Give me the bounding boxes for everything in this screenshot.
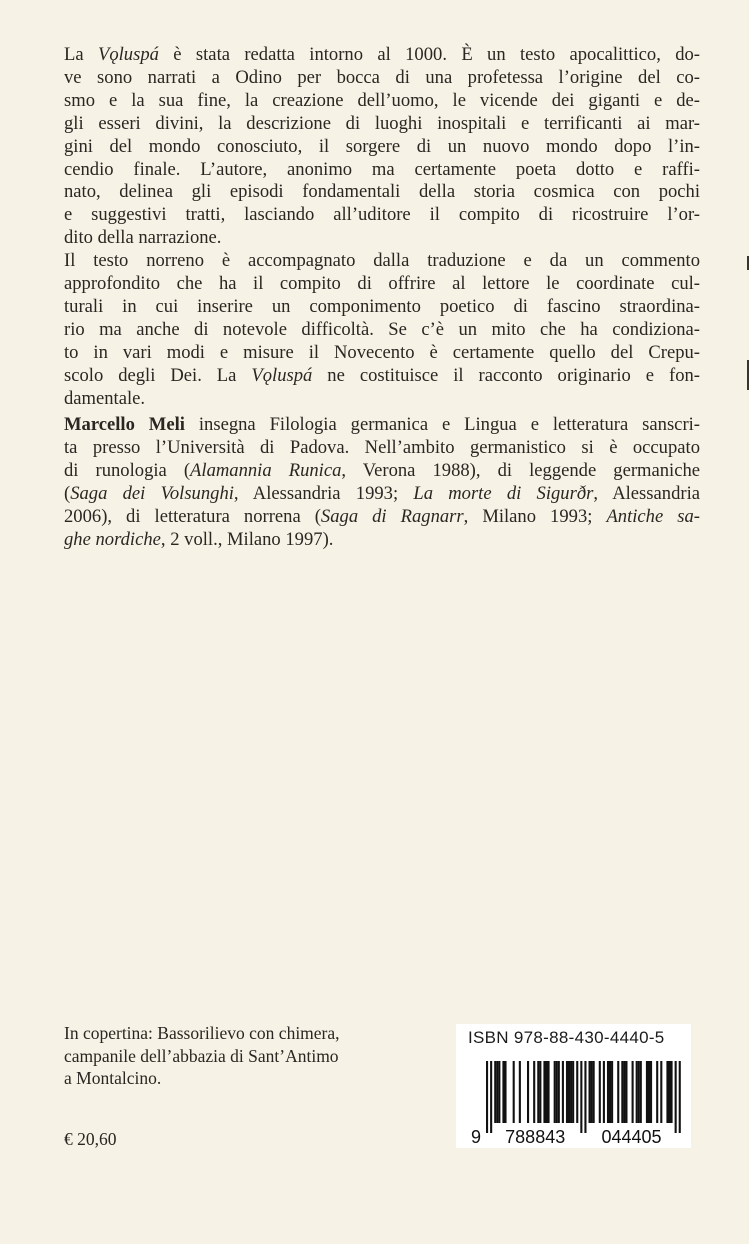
barcode-bar <box>675 1061 677 1133</box>
book-blurb <box>64 44 700 411</box>
barcode-bar <box>519 1061 521 1123</box>
author-bio-line: ta presso l’Università di Padova. Nell’ambito germanistico si è occupato <box>64 436 700 458</box>
isbn-barcode-box <box>456 1024 691 1148</box>
barcode-bar <box>593 1061 595 1123</box>
author-bio-line: (Saga dei Volsunghi, Alessandria 1993; La morte di Sigurðr, Alessandria <box>64 482 700 504</box>
barcode-bar <box>599 1061 601 1123</box>
blurb-line: approfondito che ha il compito di offrire al lettore le coordinate cul- <box>64 273 700 295</box>
blurb-line: La Vǫluspá è stata redatta intorno al 1000. È un testo apocalittico, do- <box>64 44 700 65</box>
barcode-bar <box>632 1061 634 1123</box>
blurb-line: damentale. <box>64 387 146 409</box>
blurb-line: smo e la sua fine, la creazione dell’uomo, le vicende dei giganti e de- <box>64 89 700 111</box>
barcode-digits: 788843 <box>505 1127 566 1147</box>
italic-title: Saga dei Volsunghi <box>70 482 234 504</box>
author-bio <box>64 414 700 551</box>
barcode-bar <box>568 1061 570 1123</box>
blurb-line: to in vari modi e misure il Novecento è certamente quello del Crepu- <box>64 341 700 363</box>
barcode-bar <box>679 1061 681 1133</box>
italic-title: Alamannia Runica <box>190 459 342 481</box>
barcode-digits: 044405 <box>601 1127 662 1147</box>
barcode-bar <box>490 1061 492 1133</box>
author-bio-line: ghe nordiche, 2 voll., Milano 1997). <box>64 528 334 550</box>
barcode-bar <box>502 1061 504 1123</box>
barcode-bar <box>556 1061 558 1123</box>
cover-credit-line: In copertina: Bassorilievo con chimera, <box>64 1023 340 1043</box>
barcode-bar <box>666 1061 668 1123</box>
italic-title: Saga di Ragnarr <box>320 505 464 527</box>
barcode-bar <box>558 1061 560 1123</box>
barcode-bar <box>589 1061 591 1123</box>
author-bio-line: di runologia (Alamannia Runica, Verona 1988), di leggende germaniche <box>64 459 700 481</box>
blurb-line: gli esseri divini, la descrizione di luoghi inospitali e terrificanti ai mar- <box>64 112 700 134</box>
barcode-bar <box>607 1061 609 1123</box>
barcode-bar <box>504 1061 506 1123</box>
barcode-bar <box>548 1061 550 1123</box>
barcode-bar <box>584 1061 586 1133</box>
barcode-bar <box>650 1061 652 1123</box>
barcode-bar <box>572 1061 574 1123</box>
barcode-bar <box>494 1061 496 1123</box>
barcode-digits: 9 <box>470 1127 482 1147</box>
barcode-bar <box>648 1061 650 1123</box>
barcode-bar <box>603 1061 605 1123</box>
blurb-line: e suggestivi tratti, lasciando all’uditore il compito di ricostruire l’or- <box>64 204 700 226</box>
barcode-bar <box>609 1061 611 1123</box>
price-label: € 20,60 <box>64 1129 117 1149</box>
italic-title: Vǫluspá <box>251 364 313 386</box>
cover-credit-line: campanile dell’abbazia di Sant’Antimo <box>64 1045 339 1066</box>
blurb-line: cendio finale. L’autore, anonimo ma certamente poeta dotto e raffi- <box>64 158 700 180</box>
barcode-bar <box>537 1061 539 1123</box>
barcode-bar <box>486 1061 488 1133</box>
barcode-bar <box>539 1061 541 1123</box>
barcode-bar <box>545 1061 547 1123</box>
barcode-bar <box>621 1061 623 1123</box>
barcode-bar <box>617 1061 619 1123</box>
barcode-bar <box>646 1061 648 1123</box>
italic-title: ghe nordiche <box>64 528 161 550</box>
barcode-bar <box>625 1061 627 1123</box>
blurb-line: nato, delinea gli episodi fondamentali della storia cosmica con pochi <box>64 181 700 203</box>
isbn-label: ISBN 978-88-430-4440-5 <box>468 1028 665 1047</box>
barcode-bar <box>496 1061 498 1123</box>
barcode-bar <box>611 1061 613 1123</box>
barcode-bar <box>656 1061 658 1123</box>
barcode-bar <box>640 1061 642 1123</box>
barcode-bar <box>533 1061 535 1123</box>
blurb-line: dito della narrazione. <box>64 227 222 249</box>
blurb-line: turali in cui inserire un componimento poetico di fascino straordina- <box>64 295 700 317</box>
barcode-bar <box>591 1061 593 1123</box>
barcode-bar <box>566 1061 568 1123</box>
author-bio-line: 2006), di letteratura norrena (Saga di Ragnarr, Milano 1993; Antiche sa- <box>64 505 700 527</box>
blurb-line: scolo degli Dei. La Vǫluspá ne costituisce il racconto originario e fon- <box>64 364 700 386</box>
cover-credit-line: a Montalcino. <box>64 1068 162 1088</box>
barcode-bar <box>562 1061 564 1123</box>
author-bio-line: Marcello Meli insegna Filologia germanica e Lingua e letteratura sanscri- <box>64 414 700 435</box>
blurb-line: gini del mondo conosciuto, il sorgere di un nuovo mondo dopo l’in- <box>64 135 700 157</box>
barcode-bar <box>576 1061 578 1123</box>
barcode-bar <box>554 1061 556 1123</box>
barcode-bar <box>570 1061 572 1123</box>
cover-credit <box>64 1022 404 1090</box>
barcode-bar <box>623 1061 625 1123</box>
barcode-bar <box>671 1061 673 1123</box>
italic-title: Vǫluspá <box>97 44 159 65</box>
italic-title: Antiche sa- <box>606 505 700 527</box>
barcode-bar <box>660 1061 662 1123</box>
barcode-bar <box>638 1061 640 1123</box>
barcode-bar <box>513 1061 515 1123</box>
barcode-bar <box>527 1061 529 1123</box>
blurb-line: Il testo norreno è accompagnato dalla traduzione e da un commento <box>64 250 700 272</box>
barcode-bar <box>543 1061 545 1123</box>
blurb-line: rio ma anche di notevole difficoltà. Se c’è un mito che ha condiziona- <box>64 318 700 340</box>
blurb-line: ve sono narrati a Odino per bocca di una profetessa l’origine del co- <box>64 66 700 88</box>
barcode <box>456 1057 691 1148</box>
barcode-bar <box>636 1061 638 1123</box>
author-name: Marcello Meli <box>64 414 185 435</box>
barcode-bar <box>580 1061 582 1133</box>
barcode-bar <box>668 1061 670 1123</box>
barcode-bar <box>498 1061 500 1123</box>
italic-title: La morte di Sigurðr <box>413 482 594 504</box>
